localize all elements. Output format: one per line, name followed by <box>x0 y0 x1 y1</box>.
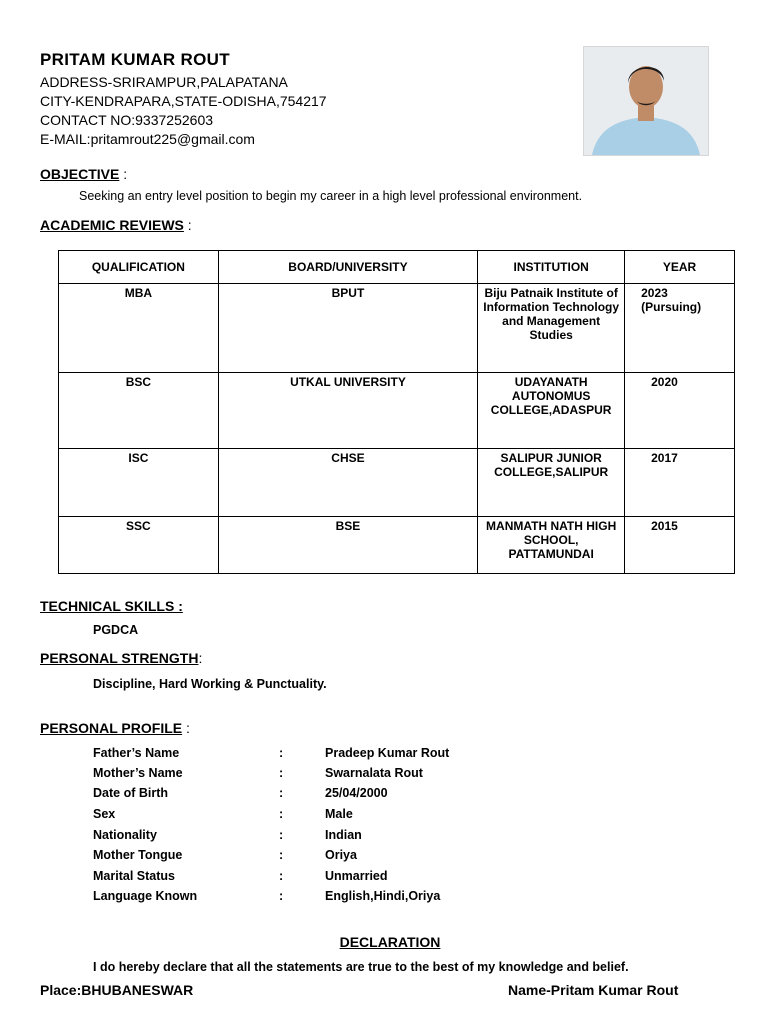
profile-value: Unmarried <box>325 869 388 883</box>
profile-photo <box>583 46 709 156</box>
profile-colon: : <box>279 746 284 760</box>
strength-suffix: : <box>198 650 203 666</box>
table-header: BOARD/UNIVERSITY <box>218 251 477 284</box>
board-cell: BPUT <box>218 284 477 373</box>
person-photo-icon <box>584 47 708 155</box>
profile-value: Indian <box>325 828 362 842</box>
profile-heading <box>40 720 190 736</box>
declaration-text: I do hereby declare that all the statements are true to the best of my knowledge and belief. <box>93 960 629 974</box>
table-header: QUALIFICATION <box>59 251 219 284</box>
contact-line: CONTACT NO:9337252603 <box>40 112 214 128</box>
profile-title: PERSONAL PROFILE <box>40 720 183 736</box>
qualification-cell: SSC <box>59 517 219 574</box>
table-header: INSTITUTION <box>478 251 625 284</box>
board-cell: CHSE <box>218 449 477 517</box>
place-line: Place:BHUBANESWAR <box>40 982 194 998</box>
technical-heading <box>40 598 183 614</box>
profile-label: Mother’s Name <box>93 766 183 780</box>
table-row <box>59 449 735 517</box>
profile-colon: : <box>279 786 284 800</box>
profile-colon: : <box>279 766 284 780</box>
profile-label: Marital Status <box>93 869 175 883</box>
strength-title: PERSONAL STRENGTH <box>40 650 199 666</box>
objective-title: OBJECTIVE <box>40 166 120 182</box>
technical-title: TECHNICAL SKILLS : <box>40 598 183 614</box>
address-line: ADDRESS-SRIRAMPUR,PALAPATANA <box>40 74 288 90</box>
declaration-title: DECLARATION <box>339 934 441 950</box>
profile-label: Nationality <box>93 828 157 842</box>
profile-label: Language Known <box>93 889 198 903</box>
profile-value: English,Hindi,Oriya <box>325 889 441 903</box>
signature-name: Name-Pritam Kumar Rout <box>508 982 679 998</box>
strength-heading <box>40 650 202 666</box>
institution-cell: UDAYANATH AUTONOMUS COLLEGE,ADASPUR <box>478 373 625 449</box>
profile-label: Mother Tongue <box>93 848 183 862</box>
email-line: E-MAIL:pritamrout225@gmail.com <box>40 131 255 147</box>
objective-suffix: : <box>119 166 128 182</box>
profile-label: Father’s Name <box>93 746 180 760</box>
table-header: YEAR <box>625 251 735 284</box>
profile-label: Date of Birth <box>93 786 168 800</box>
profile-colon: : <box>279 869 284 883</box>
academic-table <box>58 250 735 574</box>
table-header-row <box>59 251 735 284</box>
academic-title: ACADEMIC REVIEWS <box>40 217 184 233</box>
board-cell: BSE <box>218 517 477 574</box>
table-row <box>59 284 735 373</box>
profile-colon: : <box>279 848 284 862</box>
objective-text: Seeking an entry level position to begin my career in a high level professional environment. <box>79 189 583 203</box>
institution-cell: MANMATH NATH HIGH SCHOOL, PATTAMUNDAI <box>478 517 625 574</box>
year-cell: 2023 (Pursuing) <box>625 284 735 373</box>
strength-text: Discipline, Hard Working & Punctuality. <box>93 677 327 691</box>
table-row <box>59 373 735 449</box>
profile-colon: : <box>279 807 284 821</box>
profile-colon: : <box>279 828 284 842</box>
objective-heading <box>40 166 127 182</box>
table-row <box>59 517 735 574</box>
qualification-cell: ISC <box>59 449 219 517</box>
profile-value: 25/04/2000 <box>325 786 388 800</box>
board-cell: UTKAL UNIVERSITY <box>218 373 477 449</box>
year-cell: 2015 <box>625 517 735 574</box>
profile-value: Oriya <box>325 848 357 862</box>
qualification-cell: BSC <box>59 373 219 449</box>
profile-value: Male <box>325 807 353 821</box>
technical-text: PGDCA <box>93 623 139 637</box>
profile-suffix: : <box>182 720 190 736</box>
academic-heading <box>40 217 192 233</box>
profile-value: Pradeep Kumar Rout <box>325 746 450 760</box>
profile-label: Sex <box>93 807 116 821</box>
candidate-name: PRITAM KUMAR ROUT <box>40 50 230 69</box>
year-cell: 2017 <box>625 449 735 517</box>
profile-colon: : <box>279 889 284 903</box>
profile-value: Swarnalata Rout <box>325 766 423 780</box>
institution-cell: SALIPUR JUNIOR COLLEGE,SALIPUR <box>478 449 625 517</box>
institution-cell: Biju Patnaik Institute of Information Technology and Management Studies <box>478 284 625 373</box>
city-line: CITY-KENDRAPARA,STATE-ODISHA,754217 <box>40 93 327 109</box>
year-cell: 2020 <box>625 373 735 449</box>
academic-suffix: : <box>183 217 192 233</box>
qualification-cell: MBA <box>59 284 219 373</box>
